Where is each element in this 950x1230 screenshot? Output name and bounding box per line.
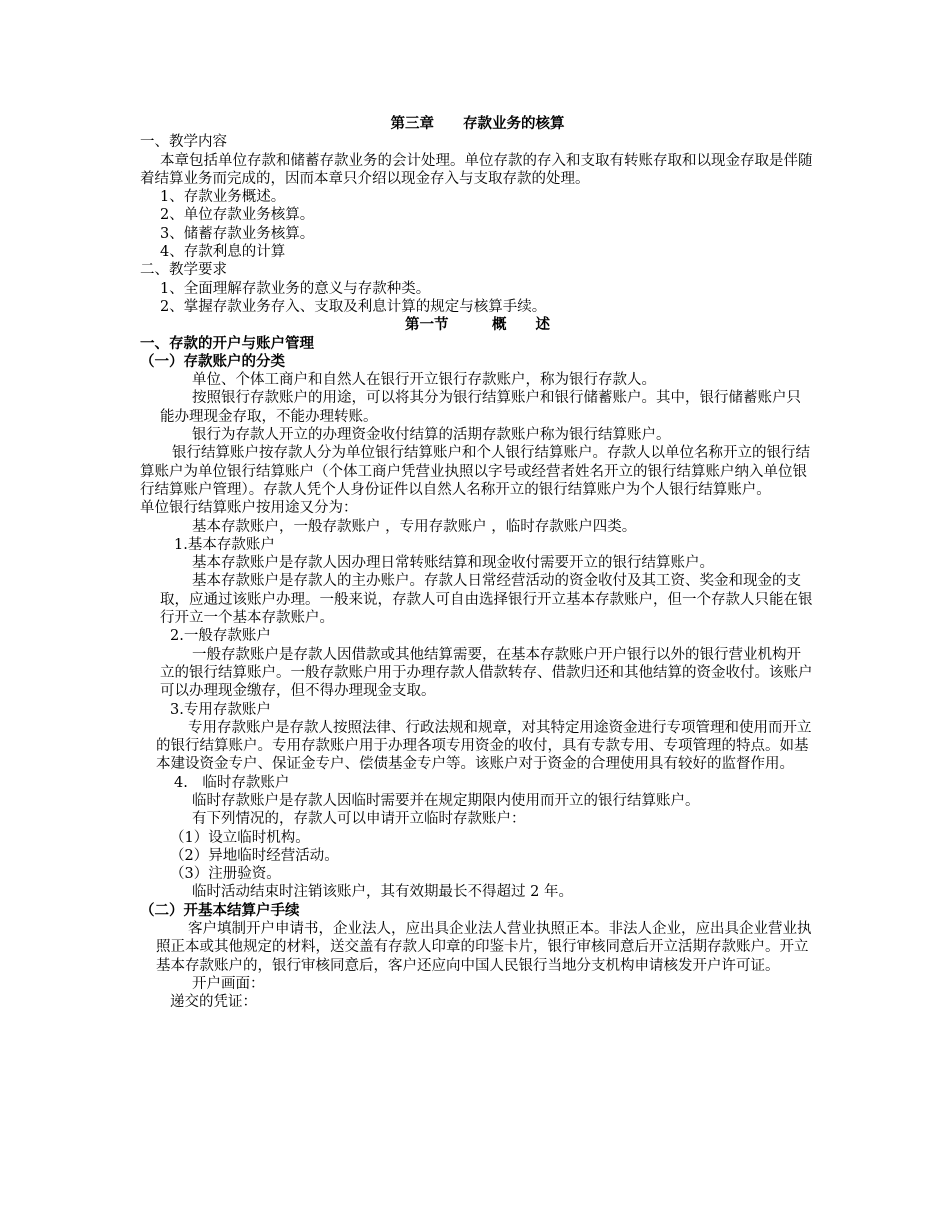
subsection-heading: （二）开基本结算户手续 — [140, 902, 300, 919]
paragraph: 一般存款账户是存款人因借款或其他结算需要，在基本存款账户开户银行以外的银行营业机构开立的银行结算账户。一般存款账户用于办理存款人借款转存、借款归还和其他结算的资金收付。该账户可以办理现金缴存，但不得办理现金支取。 — [160, 646, 813, 700]
paragraph: 临时存款账户是存款人因临时需要并在规定期限内使用而开立的银行结算账户。 — [192, 792, 700, 809]
teaching-content-intro: 本章包括单位存款和储蓄存款业务的会计处理。单位存款的存入和支取有转账存取和以现金存取是伴随着结算业务而完成的，因而本章只介绍以现金存入与支取存款的处理。 — [140, 152, 813, 187]
teaching-content-item: 3、储蓄存款业务核算。 — [160, 225, 315, 242]
item-heading: 4. 临时存款账户 — [174, 774, 290, 791]
teaching-requirement-item: 2、掌握存款业务存入、支取及利息计算的规定与核算手续。 — [160, 298, 547, 315]
document-body — [140, 115, 815, 1012]
paragraph: 单位、个体工商户和自然人在银行开立银行存款账户，称为银行存款人。 — [192, 372, 656, 389]
list-item: （2）异地临时经营活动。 — [170, 847, 339, 864]
paragraph: 基本存款账户是存款人的主办账户。存款人日常经营活动的资金收付及其工资、奖金和现金的支取，应通过该账户办理。一般来说，存款人可自由选择银行开立基本存款账户，但一个存款人只能在银行开立一个基本存款账户。 — [160, 573, 813, 627]
paragraph: 临时活动结束时注销该账户，其有效期最长不得超过 2 年。 — [192, 884, 573, 901]
list-item: （1）设立临时机构。 — [170, 829, 310, 846]
paragraph: 客户填制开户申请书，企业法人，应出具企业法人营业执照正本。非法人企业，应出具企业营业执照正本或其他规定的材料，送交盖有存款人印章的印鉴卡片，银行审核同意后开立活期存款账户。开立基本存款账户的，银行审核同意后，客户还应向中国人民银行当地分支机构申请核发开户许可证。 — [156, 921, 812, 974]
teaching-content-item: 2、单位存款业务核算。 — [160, 207, 315, 224]
teaching-requirement-item: 1、全面理解存款业务的意义与存款种类。 — [160, 280, 431, 297]
paragraph: 基本存款账户，一般存款账户 ，专用存款账户 ，临时存款账户四类。 — [192, 518, 637, 535]
paragraph: 专用存款账户是存款人按照法律、行政法规和规章，对其特定用途资金进行专项管理和使用而开立的银行结算账户。专用存款账户用于办理各项专用资金的收付，具有专款专用、专项管理的特点。如基本建设资金专户、保证金专户、偿债基金专户等。该账户对于资金的合理使用具有较好的监督作用。 — [156, 719, 812, 773]
paragraph: 银行结算账户按存款人分为单位银行结算账户和个人银行结算账户。存款人以单位名称开立的银行结算账户为单位银行结算账户（个体工商户凭营业执照以字号或经营者姓名开立的银行结算账户纳入单位银行结算账户管理）。存款人凭个人身份证件以自然人名称开立的银行结算账户为个人银行结算账户。 — [140, 445, 810, 498]
paragraph: 单位银行结算账户按用途又分为： — [140, 500, 358, 517]
item-heading: 3.专用存款账户 — [170, 701, 271, 718]
voucher-label: 递交的凭证： — [170, 994, 257, 1011]
teaching-content-heading: 一、教学内容 — [140, 134, 227, 151]
item-heading: 1.基本存款账户 — [174, 536, 275, 553]
item-heading: 2.一般存款账户 — [170, 628, 271, 645]
teaching-content-item: 1、存款业务概述。 — [160, 189, 286, 206]
paragraph: 按照银行存款账户的用途，可以将其分为银行结算账户和银行储蓄账户。其中，银行储蓄账户只能办理现金存取，不能办理转账。 — [160, 390, 801, 425]
teaching-content-item: 4、存款利息的计算 — [160, 244, 286, 261]
subsection-heading: （一）存款账户的分类 — [140, 353, 285, 370]
teaching-requirements-heading: 二、教学要求 — [140, 262, 227, 279]
paragraph: 基本存款账户是存款人因办理日常转账结算和现金收付需要开立的银行结算账户。 — [192, 555, 714, 572]
chapter-title: 第三章 存款业务的核算 — [390, 116, 565, 132]
screen-label: 开户画面： — [192, 975, 265, 992]
list-item: （3）注册验资。 — [170, 866, 281, 883]
paragraph: 银行为存款人开立的办理资金收付结算的活期存款账户称为银行结算账户。 — [192, 427, 671, 444]
section-title: 第一节 概 述 — [405, 317, 550, 334]
part-heading: 一、存款的开户与账户管理 — [140, 335, 314, 352]
paragraph: 有下列情况的，存款人可以申请开立临时存款账户： — [192, 811, 526, 828]
